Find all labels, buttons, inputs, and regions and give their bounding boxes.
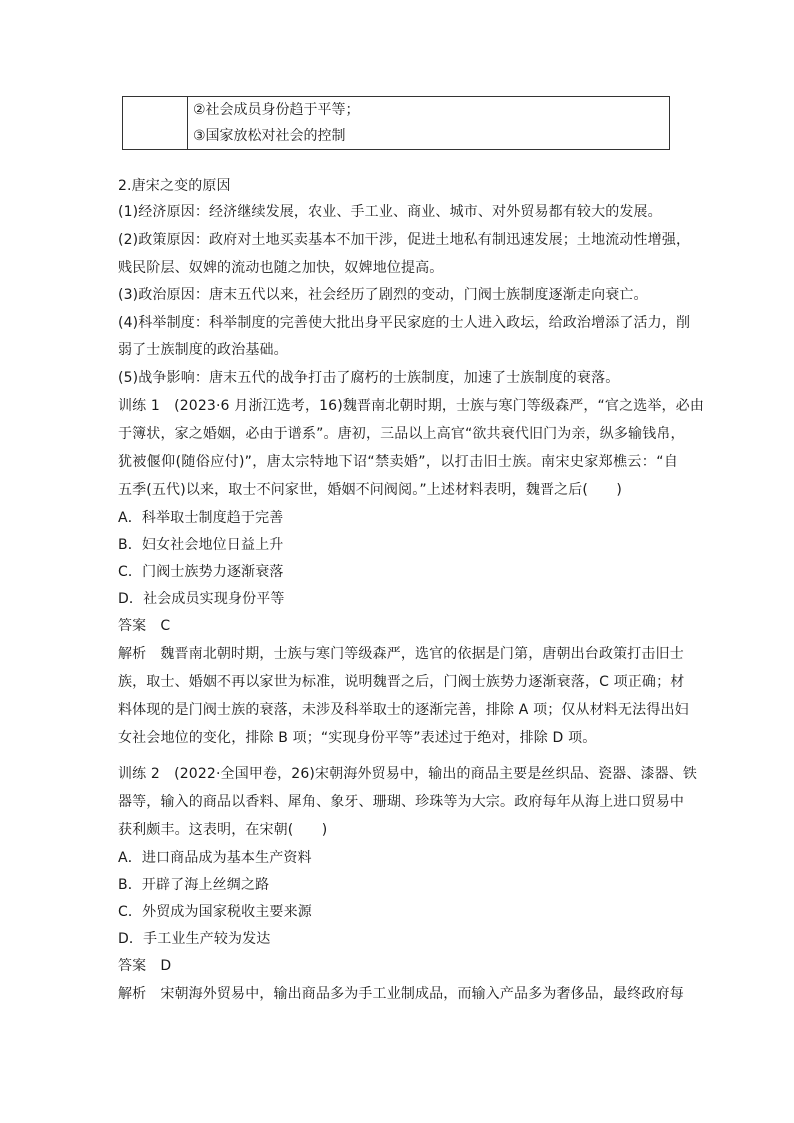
table-row: ③国家放松对社会的控制 <box>193 128 346 144</box>
question-stem-line: 器等，输入的商品以香料、犀角、象牙、珊瑚、珍珠等为大宗。政府每年从海上进口贸易中 <box>118 794 684 810</box>
paragraph-line: 弱了士族制度的政治基础。 <box>118 342 288 358</box>
answer-line <box>118 956 171 976</box>
paragraph-line: (2)政策原因：政府对土地买卖基本不加干涉，促进土地私有制迅速发展；土地流动性增强， <box>118 232 691 248</box>
option-d: D．社会成员实现身份平等 <box>118 591 285 607</box>
option-c: C．外贸成为国家税收主要来源 <box>118 904 312 920</box>
table-row: ②社会成员身份趋于平等； <box>193 102 360 118</box>
option-a: A．科举取士制度趋于完善 <box>118 510 284 526</box>
analysis-label: 解析 <box>118 986 147 1002</box>
analysis-line <box>118 984 684 1004</box>
answer-label: 答案 <box>118 958 147 974</box>
answer-label: 答案 <box>118 618 147 634</box>
analysis-text: 魏晋南北朝时期，士族与寒门等级森严，选官的依据是门第，唐朝出台政策打击旧士 <box>160 646 684 662</box>
table-text-cell <box>188 97 669 149</box>
table-empty-cell <box>123 97 188 149</box>
option-d: D．手工业生产较为发达 <box>118 931 271 947</box>
question-stem-line: 训练 2 (2022·全国甲卷，26)宋朝海外贸易中，输出的商品主要是丝织品、瓷器、漆器、铁 <box>118 766 698 782</box>
analysis-line: 族，取士、婚姻不再以家世为标准，说明魏晋之后，门阀士族势力逐渐衰落，C 项正确；材 <box>118 674 685 690</box>
question-stem-line: 训练 1 (2023·6 月浙江选考，16)魏晋南北朝时期，士族与寒门等级森严，“官之选举，必由 <box>118 398 704 414</box>
paragraph-line: (5)战争影响：唐末五代的战争打击了腐朽的士族制度，加速了士族制度的衰落。 <box>118 370 620 386</box>
paragraph-line: (3)政治原因：唐末五代以来，社会经历了剧烈的变动，门阀士族制度逐渐走向衰亡。 <box>118 287 648 303</box>
question-stem-line: 五季(五代)以来，取士不问家世，婚姻不问阀阅。”上述材料表明，魏晋之后( ) <box>118 482 622 498</box>
answer-value: C <box>160 618 171 634</box>
option-b: B．妇女社会地位日益上升 <box>118 537 284 553</box>
paragraph-line: (1)经济原因：经济继续发展，农业、手工业、商业、城市、对外贸易都有较大的发展。 <box>118 204 662 220</box>
analysis-line: 女社会地位的变化，排除 B 项；“实现身份平等”表述过于绝对，排除 D 项。 <box>118 730 597 746</box>
question-stem-line: 获利颇丰。这表明，在宋朝( ) <box>118 822 328 838</box>
analysis-line: 料体现的是门阀士族的衰落，未涉及科举取士的逐渐完善，排除 A 项；仅从材料无法得出妇 <box>118 702 689 718</box>
answer-value: D <box>160 958 172 974</box>
analysis-label: 解析 <box>118 646 147 662</box>
analysis-line <box>118 644 684 664</box>
paragraph-line: 贱民阶层、奴婢的流动也随之加快，奴婢地位提高。 <box>118 260 444 276</box>
question-stem-line: 犹被偃仰(随俗应付)”，唐太宗特地下诏“禁卖婚”，以打击旧士族。南宋史家郑樵云：“自 <box>118 454 678 470</box>
analysis-text: 宋朝海外贸易中，输出商品多为手工业制成品，而输入产品多为奢侈品，最终政府每 <box>160 986 684 1002</box>
option-a: A．进口商品成为基本生产资料 <box>118 850 312 866</box>
answer-line <box>118 616 170 636</box>
paragraph-line: (4)科举制度：科举制度的完善使大批出身平民家庭的士人进入政坛，给政治增添了活力，削 <box>118 315 691 331</box>
option-c: C．门阀士族势力逐渐衰落 <box>118 564 284 580</box>
question-stem-line: 于簿状，家之婚姻，必由于谱系”。唐初，三品以上高官“欲共衰代旧门为亲，纵多输钱帛， <box>118 426 685 442</box>
content-table <box>122 96 670 150</box>
option-b: B．开辟了海上丝绸之路 <box>118 877 270 893</box>
section-heading: 2.唐宋之变的原因 <box>118 178 231 194</box>
